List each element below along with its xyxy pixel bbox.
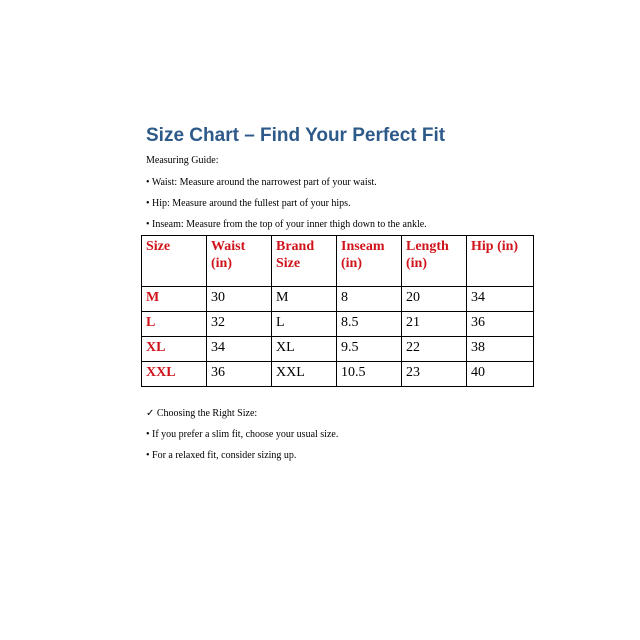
header-inseam: Inseam (in): [337, 236, 402, 287]
cell-length: 20: [402, 287, 467, 312]
header-hip: Hip (in): [467, 236, 534, 287]
cell-size: XXL: [142, 362, 207, 387]
table-header-row: [142, 236, 534, 287]
header-size: Size: [142, 236, 207, 287]
cell-hip: 34: [467, 287, 534, 312]
cell-brand-size: M: [272, 287, 337, 312]
cell-waist: 34: [207, 337, 272, 362]
table-row: [142, 312, 534, 337]
cell-inseam: 8: [337, 287, 402, 312]
header-brand-size: Brand Size: [272, 236, 337, 287]
cell-size: M: [142, 287, 207, 312]
cell-waist: 30: [207, 287, 272, 312]
cell-brand-size: XXL: [272, 362, 337, 387]
table-row: [142, 362, 534, 387]
cell-hip: 38: [467, 337, 534, 362]
header-waist: Waist (in): [207, 236, 272, 287]
guide-item-hip: • Hip: Measure around the fullest part of your hips.: [146, 198, 351, 209]
guide-item-waist: • Waist: Measure around the narrowest part of your waist.: [146, 177, 377, 188]
measuring-guide-heading: Measuring Guide:: [146, 155, 219, 166]
page-title: Size Chart – Find Your Perfect Fit: [146, 125, 446, 146]
cell-length: 23: [402, 362, 467, 387]
cell-waist: 36: [207, 362, 272, 387]
cell-size: XL: [142, 337, 207, 362]
cell-length: 21: [402, 312, 467, 337]
cell-length: 22: [402, 337, 467, 362]
guide-item-inseam: • Inseam: Measure from the top of your inner thigh down to the ankle.: [146, 219, 427, 230]
cell-brand-size: L: [272, 312, 337, 337]
size-chart-table: [141, 235, 534, 387]
cell-hip: 40: [467, 362, 534, 387]
cell-size: L: [142, 312, 207, 337]
table-row: [142, 337, 534, 362]
cell-inseam: 9.5: [337, 337, 402, 362]
cell-inseam: 8.5: [337, 312, 402, 337]
cell-brand-size: XL: [272, 337, 337, 362]
cell-waist: 32: [207, 312, 272, 337]
choosing-item-slim: • If you prefer a slim fit, choose your usual size.: [146, 429, 339, 440]
table-row: [142, 287, 534, 312]
choosing-heading: ✓ Choosing the Right Size:: [146, 408, 258, 419]
cell-hip: 36: [467, 312, 534, 337]
document-body: [146, 124, 546, 240]
cell-inseam: 10.5: [337, 362, 402, 387]
choosing-section: [146, 408, 546, 471]
header-length: Length (in): [402, 236, 467, 287]
choosing-item-relaxed: • For a relaxed fit, consider sizing up.: [146, 450, 297, 461]
